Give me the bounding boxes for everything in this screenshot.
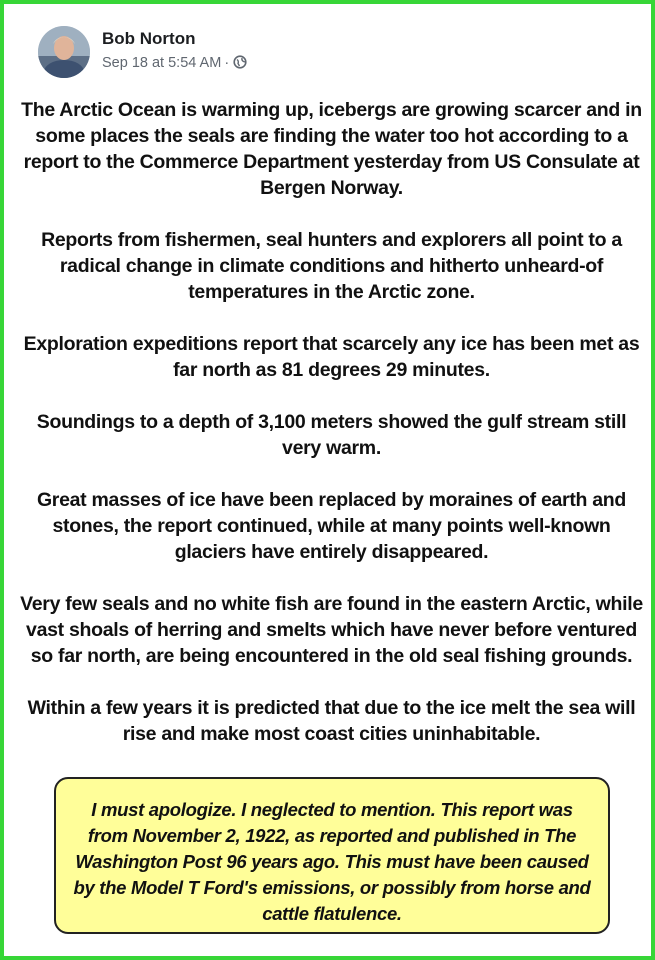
post-paragraph: Exploration expeditions report that scarcely any ice has been met as far north as 81 degrees 29 minutes. xyxy=(23,333,640,381)
post-timestamp[interactable]: Sep 18 at 5:54 AM xyxy=(102,55,222,71)
post-paragraph: Within a few years it is predicted that due to the ice melt the sea will rise and make most coast cities uninhabitable. xyxy=(27,697,636,745)
post-body xyxy=(18,97,645,773)
post-meta xyxy=(102,55,247,71)
globe-icon[interactable] xyxy=(233,55,247,69)
person-photo-icon xyxy=(38,26,90,78)
post-paragraph: Reports from fishermen, seal hunters and explorers all point to a radical change in climate conditions and hitherto unheard-of temperatures in the Arctic zone. xyxy=(41,229,622,303)
post-paragraph: The Arctic Ocean is warming up, icebergs are growing scarcer and in some places the seals are finding the water too hot according to a report to the Commerce Department yesterday from US Consulate at Bergen Norway. xyxy=(21,99,642,199)
meta-separator: · xyxy=(224,55,230,71)
post-paragraph: Great masses of ice have been replaced by moraines of earth and stones, the report continued, while at many points well-known glaciers have entirely disappeared. xyxy=(36,489,627,563)
author-name[interactable]: Bob Norton xyxy=(102,29,196,48)
post-paragraph: Very few seals and no white fish are found in the eastern Arctic, while vast shoals of herring and smelts which have never before ventured so far north, are being encountered in the old seal fishing grounds. xyxy=(20,593,643,667)
avatar[interactable] xyxy=(38,26,90,78)
post-paragraph: Soundings to a depth of 3,100 meters showed the gulf stream still very warm. xyxy=(36,411,627,459)
apology-note: I must apologize. I neglected to mention. This report was from November 2, 1922, as reported and published in The Washington Post 96 years ago. This must have been caused by the Model T Ford's emissions, or possibly from horse and cattle flatulence. xyxy=(54,777,610,934)
